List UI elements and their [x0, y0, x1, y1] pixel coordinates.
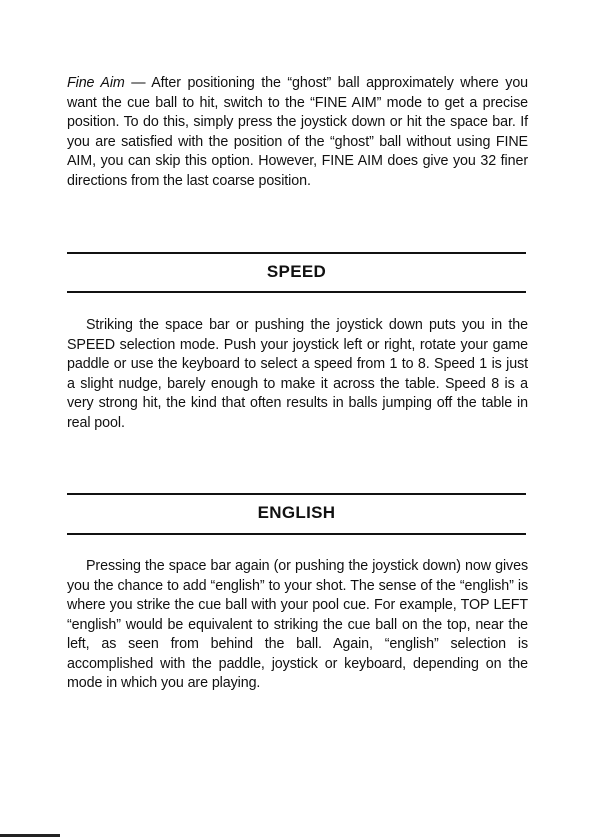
- speed-heading: SPEED: [266, 262, 327, 281]
- speed-paragraph: Striking the space bar or pushing the joystick down puts you in the SPEED selection mode. Push your joystick left or right, rotate your game paddle or use the keyboard to select a speed from 1 to 8. Speed 1 is just a slight nudge, barely enough to make it across the table. Speed 8 is a very strong hit, the kind that often results in balls jumping off the table in real pool.: [67, 317, 528, 431]
- english-top-rule: [67, 493, 526, 495]
- english-bottom-rule: [67, 533, 526, 535]
- fine-aim-body: After positioning the “ghost” ball approximately where you want the cue ball to hit, switch to the “FINE AIM” mode to get a precise position. To do this, simply press the joystick down or hit the space bar. If you are satisfied with the position of the “ghost” ball without using FINE AIM, you can skip this option. However, FINE AIM does give you 32 finer directions from the last coarse position.: [67, 75, 529, 189]
- manual-page: [67, 0, 528, 837]
- english-paragraph: Pressing the space bar again (or pushing the joystick down) now gives you the chance to add “english” to your shot. The sense of the “english” is where you strike the cue ball with your pool cue. For example, TOP LEFT “english” would be equivalent to striking the cue ball on the top, near the left, as seen from behind the ball. Again, “english” selection is accomplished with the paddle, joystick or keyboard, depending on the mode in which you are playing.: [67, 558, 528, 691]
- fine-aim-paragraph: [67, 74, 528, 191]
- fine-aim-lead: Fine Aim: [67, 75, 125, 91]
- speed-bottom-rule: [67, 291, 526, 293]
- english-heading: ENGLISH: [257, 503, 336, 522]
- fine-aim-dash: —: [124, 75, 152, 91]
- speed-top-rule: [67, 252, 526, 254]
